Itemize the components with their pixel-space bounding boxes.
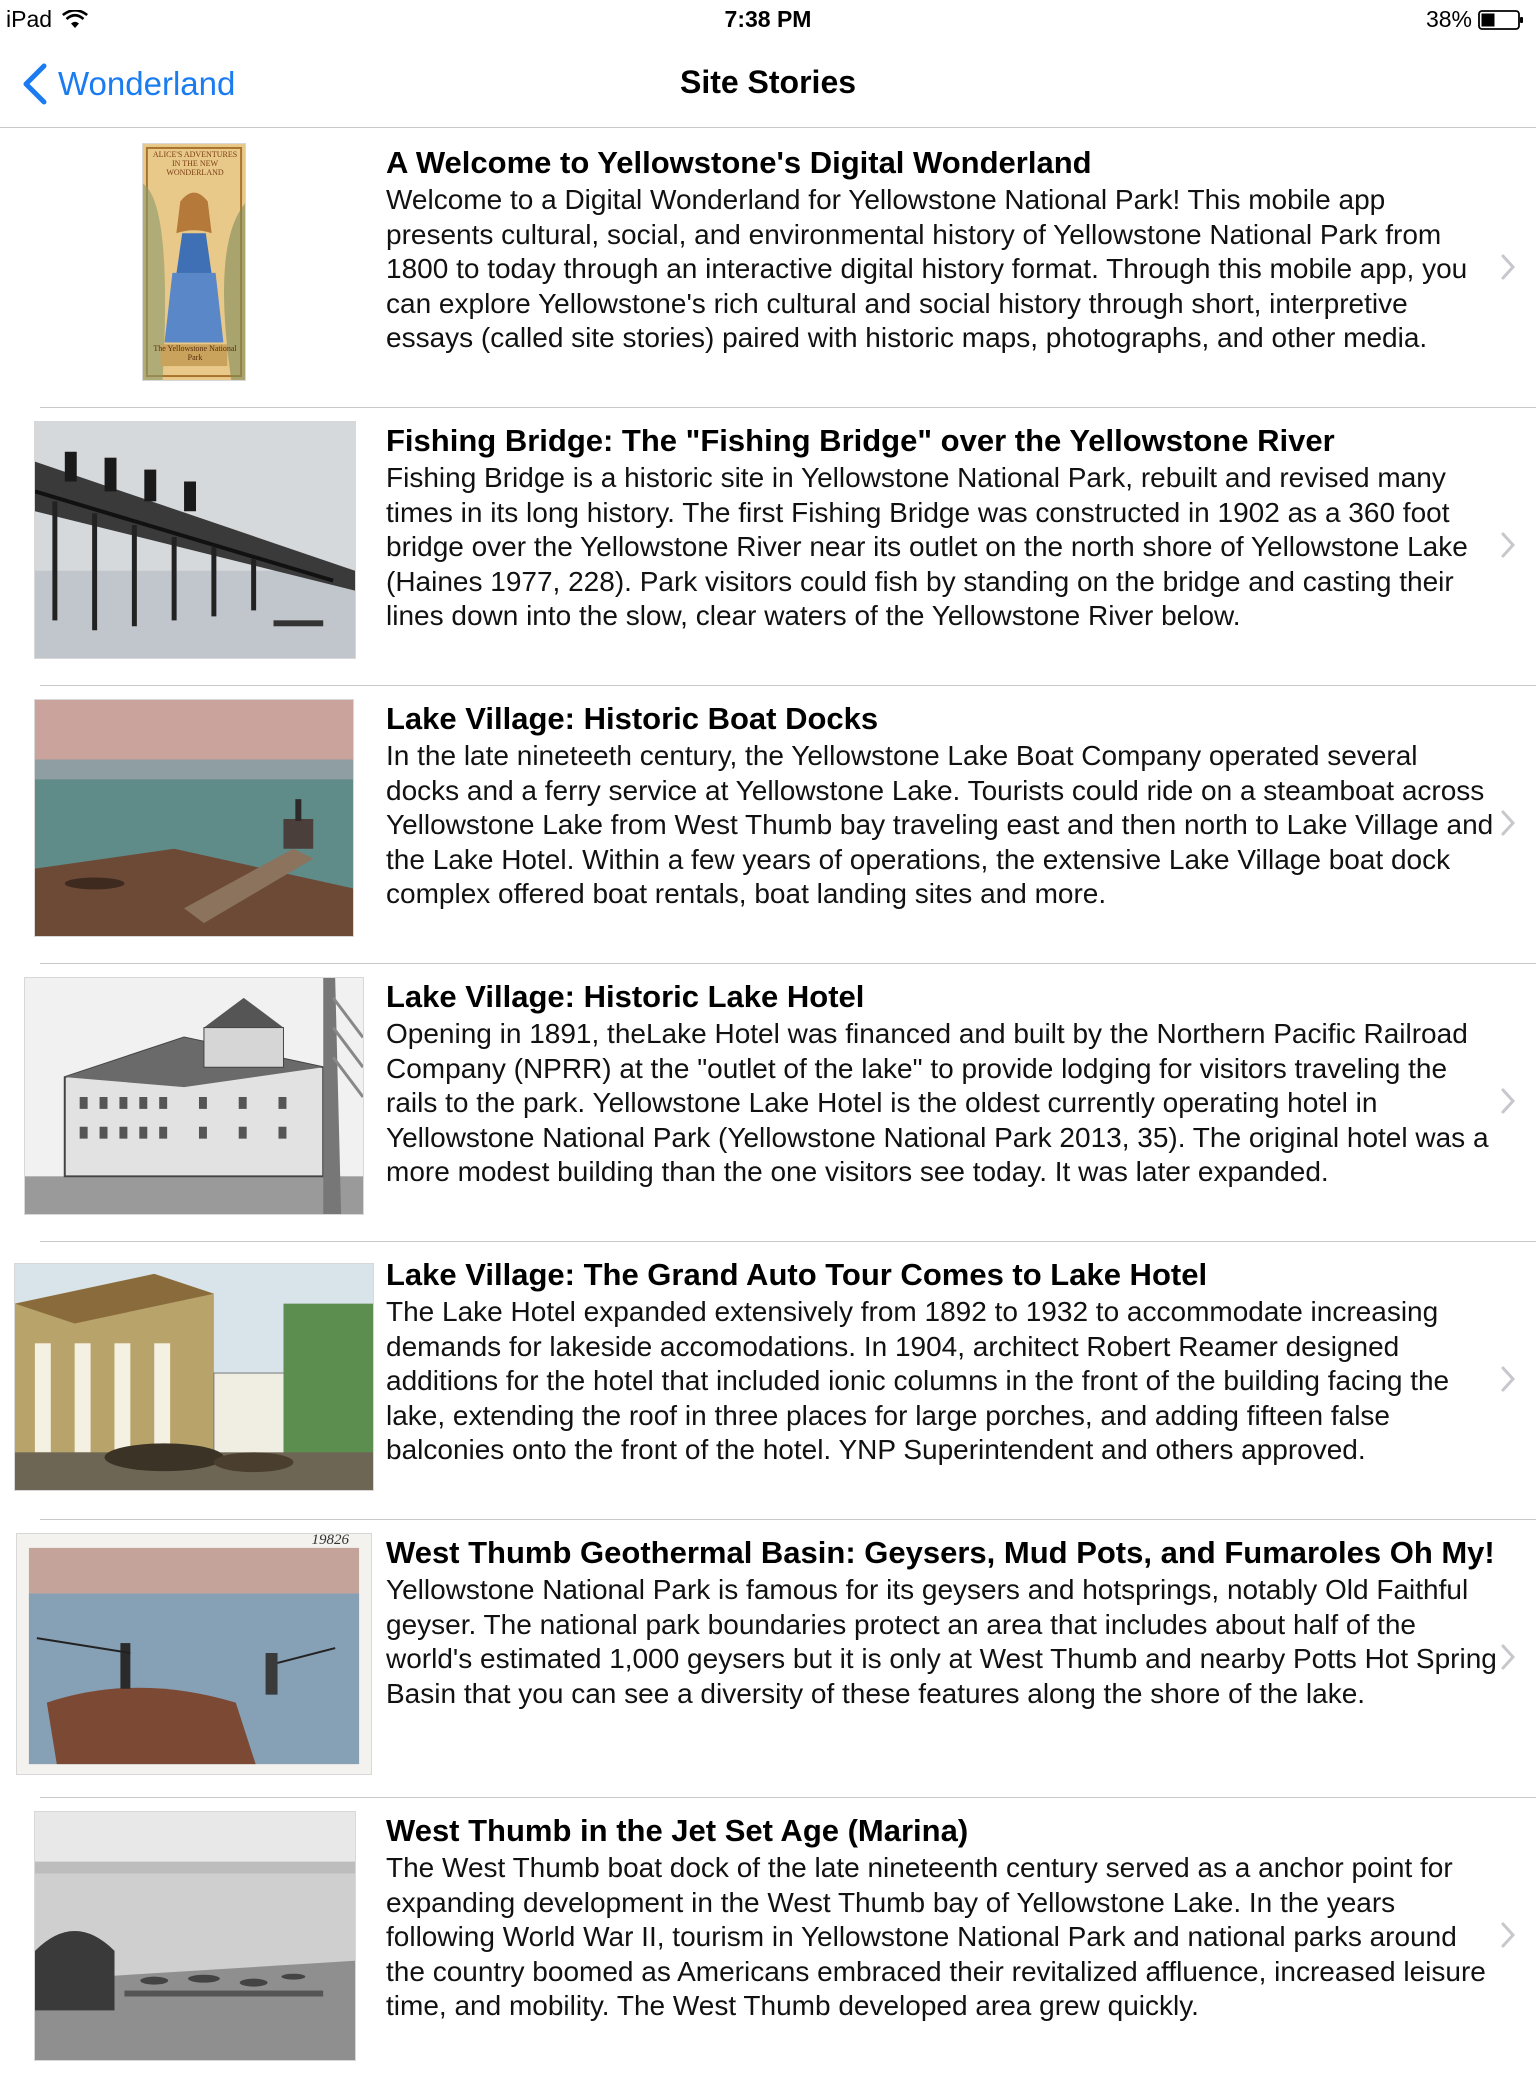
chevron-right-icon <box>1500 1365 1516 1393</box>
story-title: West Thumb Geothermal Basin: Geysers, Mud Pots, and Fumaroles Oh My! <box>386 1535 1495 1570</box>
navigation-bar <box>0 40 1536 128</box>
story-title: A Welcome to Yellowstone's Digital Wonderland <box>386 145 1092 180</box>
story-thumbnail <box>142 143 246 381</box>
chevron-right-icon <box>1500 253 1516 281</box>
story-row-grand-auto-tour[interactable] <box>0 1241 1536 1519</box>
story-thumbnail <box>24 977 364 1215</box>
postcard-number: 19826 <box>311 1533 349 1548</box>
story-thumbnail <box>34 1811 356 2061</box>
story-row-welcome[interactable] <box>0 129 1536 407</box>
story-title: Lake Village: Historic Boat Docks <box>386 701 879 736</box>
clock: 7:38 PM <box>724 6 812 32</box>
story-title: Lake Village: Historic Lake Hotel <box>386 979 865 1014</box>
chevron-right-icon <box>1500 1921 1516 1949</box>
booklet-title: ALICE'S ADVENTURES IN THE NEW WONDERLAND <box>152 150 238 177</box>
story-summary: Yellowstone National Park is famous for its geysers and hotsprings, notably Old Faithful geyser. The national park boundaries protect an area that includes about half of the world's estimated 1,000 geysers but it is only at West Thumb and nearby Potts Hot Spring Basin that you can see a diversity of these features along the shore of the lake. <box>386 1574 1497 1709</box>
battery-percent: 38% <box>1425 6 1472 32</box>
page-title: Site Stories <box>679 64 857 100</box>
status-bar <box>0 0 1536 40</box>
chevron-right-icon <box>1500 1087 1516 1115</box>
story-title: West Thumb in the Jet Set Age (Marina) <box>386 1813 969 1848</box>
chevron-right-icon <box>1500 1643 1516 1671</box>
story-row-west-thumb-geothermal[interactable] <box>0 1519 1536 1797</box>
story-thumbnail <box>14 1263 374 1491</box>
story-summary: Opening in 1891, theLake Hotel was financed and built by the Northern Pacific Railroad Company (NPRR) at the "outlet of the lake" to provide lodging for visitors traveling the rails to the park. Yellowstone Lake Hotel is the oldest currently operating hotel in Yellowstone National Park (Yellowstone National Park 2013, 35). The original hotel was a more modest building than the one visitors see today. It was later expanded. <box>386 1018 1489 1187</box>
back-button-label: Wonderland <box>58 65 236 102</box>
story-row-west-thumb-marina[interactable] <box>0 1797 1536 2075</box>
story-thumbnail <box>34 421 356 659</box>
battery-icon <box>1478 9 1524 31</box>
story-summary: In the late nineteeth century, the Yellowstone Lake Boat Company operated several docks and a ferry service at Yellowstone Lake. Tourists could ride on a steamboat across Yellowstone Lake from West Thumb bay traveling east and then north to Lake Village and the Lake Hotel. Within a few years of operations, the extensive Lake Village boat dock complex offered boat rentals, boat landing sites and more. <box>386 740 1494 909</box>
story-summary: Fishing Bridge is a historic site in Yellowstone National Park, rebuilt and revised many times in its long history. The first Fishing Bridge was constructed in 1902 as a 360 foot bridge over the Yellowstone River near its outlet on the north shore of Yellowstone Lake (Haines 1977, 228). Park visitors could fish by standing on the bridge and casting their lines down into the slow, clear waters of the Yellowstone River below. <box>386 462 1468 631</box>
chevron-right-icon <box>1500 531 1516 559</box>
device-name: iPad <box>6 6 53 32</box>
story-row-fishing-bridge[interactable] <box>0 407 1536 685</box>
story-title: Lake Village: The Grand Auto Tour Comes to Lake Hotel <box>386 1257 1208 1292</box>
site-stories-list <box>0 129 1536 2075</box>
story-summary: The West Thumb boat dock of the late nineteenth century served as a anchor point for expanding development in the West Thumb bay of Yellowstone Lake. In the years following World War II, tourism in Yellowstone National Park and national parks around the country boomed as Americans embraced their revitalized affluence, increased leisure time, and mobility. The West Thumb developed area grew quickly. <box>386 1852 1486 2021</box>
story-title: Fishing Bridge: The "Fishing Bridge" over the Yellowstone River <box>386 423 1335 458</box>
story-summary: Welcome to a Digital Wonderland for Yellowstone National Park! This mobile app presents cultural, social, and environmental history of Yellowstone National Park from 1800 to today through an interactive digital history format. Through this mobile app, you can explore Yellowstone's rich cultural and social history through short, interpretive essays (called site stories) paired with historic maps, photographs, and other media. <box>386 184 1468 353</box>
story-thumbnail <box>34 699 354 937</box>
story-summary: The Lake Hotel expanded extensively from 1892 to 1932 to accommodate increasing demands for lakeside accomodations. In 1904, architect Robert Reamer designed additions for the hotel that included ionic columns in the front of the building facing the lake, extending the roof in three places for large porches, and adding fifteen false balconies onto the front of the hotel. YNP Superintendent and others approved. <box>386 1296 1450 1465</box>
story-row-lake-hotel[interactable] <box>0 963 1536 1241</box>
story-row-boat-docks[interactable] <box>0 685 1536 963</box>
story-thumbnail <box>16 1533 372 1775</box>
booklet-footer: The Yellowstone National Park <box>153 344 237 362</box>
chevron-right-icon <box>1500 809 1516 837</box>
